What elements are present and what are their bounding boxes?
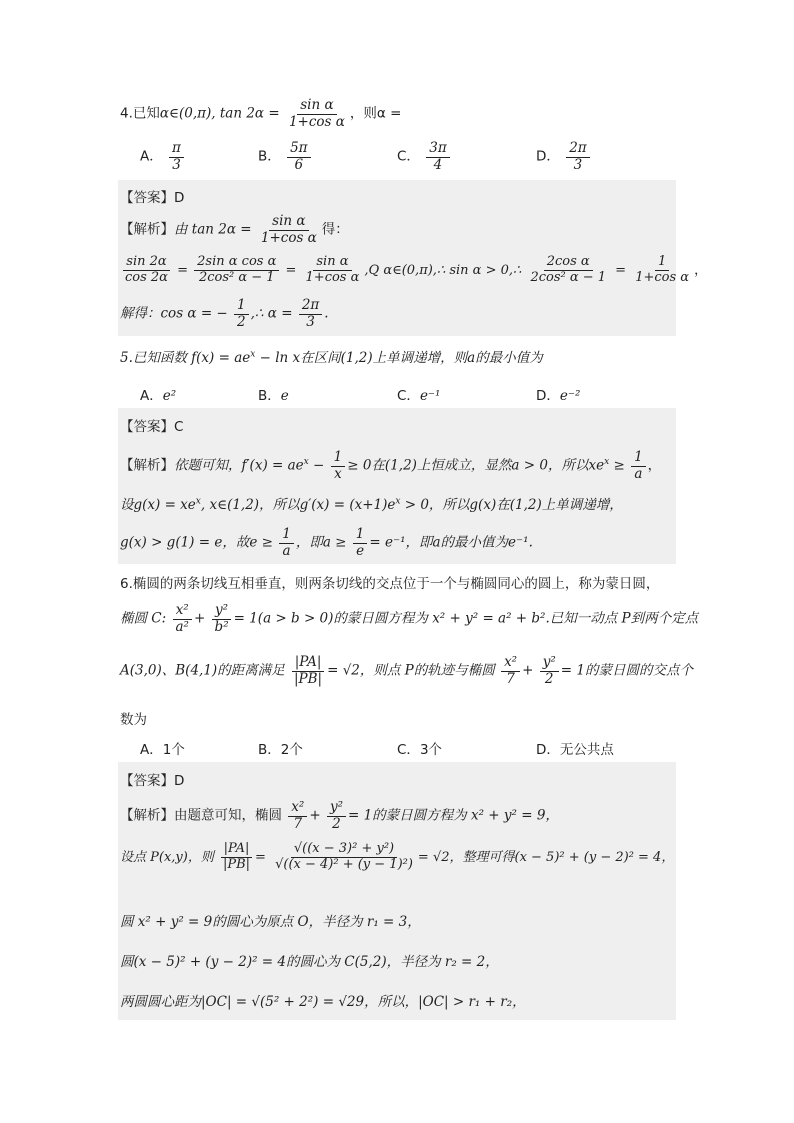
q4-a2-frac-3-den: 1+cos α: [305, 269, 360, 285]
q4-option-c: [397, 141, 452, 173]
q5-answer: 【答案】C: [120, 419, 184, 435]
q5-l1d: ≥: [609, 457, 625, 474]
q5-l2sup2: x: [395, 496, 401, 507]
q5-stem: [120, 346, 543, 366]
q4-a3-frac-2-num: 2π: [299, 298, 322, 315]
q6-s1-frac-2-num: y²: [327, 800, 346, 817]
q4-answer: 【答案】D: [120, 190, 185, 206]
q4-a2-end: ，: [694, 262, 708, 278]
q6-s2-frac-2-num: √((x − 3)² + y²): [291, 842, 397, 858]
q5-option-b-value: e: [280, 388, 289, 404]
q5-l1-frac-num: 1: [331, 450, 346, 467]
q4-a2-frac-5-num: 1: [655, 255, 669, 271]
q6-s1-plus: +: [309, 807, 321, 824]
q5-l3-frac-num: 1: [279, 527, 294, 544]
q6-option-d: [536, 738, 614, 758]
q6-stem-line-3: [120, 655, 693, 687]
q6-s2-eq: =: [255, 849, 266, 865]
q4-frac-num: sin α: [297, 98, 336, 115]
q6-l2-frac-2-den: b²: [214, 618, 229, 635]
q4-option-d-value: [566, 141, 589, 173]
q5-analysis-line-3: [120, 527, 533, 559]
q4-a3-frac-2-den: 3: [306, 313, 315, 330]
q5-l1sup2: x: [604, 457, 610, 468]
q5-option-d-value: e⁻²: [559, 388, 581, 404]
q6-l2-plus: +: [193, 610, 206, 627]
q4-option-d-den: 3: [573, 156, 583, 173]
q5-analysis-tag: 【解析】: [120, 457, 174, 474]
q4-option-a: [140, 141, 186, 173]
q4-option-b-label: B．: [258, 148, 281, 165]
q6-analysis-line-2: [120, 842, 674, 873]
q4-fraction: [286, 98, 348, 130]
q4-a2-frac-2-num: 2sin α cos α: [194, 255, 279, 271]
q6-option-a-label: A．: [140, 742, 163, 758]
q5-l3a: g(x) > g(1) = e，故e ≥: [120, 534, 273, 551]
q6-l2b: = 1(a > b > 0)的蒙日圆方程为 x² + y² = a² + b².已知一动点 P到两个定点: [233, 610, 699, 627]
q5-option-d-label: D．: [536, 388, 560, 404]
q4-analysis-text-1: 由 tan 2α =: [174, 221, 252, 238]
q4-a2-frac-2: [194, 255, 279, 286]
q4-analysis-line-2: $\frac{\sin 2\alpha}{\cos 2\alpha}$ = $\frac{\text{2sin α cos α}}{\text{2cos² α − 1}}$ = $\frac{\text{sin α}}{\text{1+cos α}}$ ,Q α∈(0,π),∴ sin α > 0,∴ $\frac{\text{2cos α}}{\text{2cos² α − 1}}$ = $\frac{1}{\text{1+cos α}}$ ，: [120, 255, 707, 286]
q5-option-b-label: B．: [258, 388, 281, 404]
q4-a3-mid: ,∴ α =: [250, 305, 293, 322]
q4-option-d-label: D．: [536, 148, 560, 165]
q4-option-a-value: [169, 141, 184, 173]
q4-analysis-frac: [258, 214, 320, 246]
q6-analysis-tag: 【解析】: [120, 807, 174, 824]
q4-analysis-frac-den: 1+cos α: [260, 229, 317, 246]
q6-l2-frac-1-den: a²: [175, 618, 189, 635]
q4-suffix: ，则α =: [349, 105, 402, 122]
q4-frac-den: 1+cos α: [288, 113, 345, 130]
q5-l2sup: x: [195, 496, 201, 507]
q5-stem-sup: x: [250, 349, 256, 360]
q6-option-d-value: 无公共点: [559, 742, 614, 758]
q5-l1-frac-den: x: [334, 465, 342, 482]
q6-stem-line-2: [120, 603, 698, 635]
q6-s2-frac-1-num: |PA|: [221, 842, 253, 858]
q5-analysis-line-2: [120, 493, 623, 513]
q6-l3-frac-2-num: x²: [501, 655, 520, 672]
q6-s1b: = 1的蒙日圆方程为 x² + y² = 9，: [347, 807, 559, 824]
q4-a2-frac-3: [303, 255, 363, 286]
q5-stem-text: 5.已知函数 f(x) = ae: [120, 350, 251, 366]
q5-l1-frac-2-den: a: [634, 465, 643, 482]
q5-l3-frac: [279, 527, 294, 559]
q4-a2-frac-5: [632, 255, 692, 286]
q4-option-c-value: [426, 141, 449, 173]
q5-option-a-value: e²: [162, 388, 177, 404]
q4-prefix: 4.已知: [120, 105, 160, 122]
q6-option-b-value: 2个: [280, 742, 303, 758]
q6-s1-frac-2-den: 2: [332, 815, 341, 832]
q6-l2-frac-1-num: x²: [173, 603, 192, 620]
q4-option-c-den: 4: [433, 156, 443, 173]
q6-option-c-label: C．: [397, 742, 420, 758]
q6-s2-frac-1: [220, 842, 253, 873]
q6-stem-line-1: 6.椭圆的两条切线互相垂直，则两条切线的交点位于一个与椭圆同心的圆上，称为蒙日圆，: [120, 576, 660, 592]
q6-l3-frac-2: [501, 655, 520, 687]
q5-l2c: > 0，所以g(x)在(1,2)上单调递增，: [400, 497, 623, 513]
q4-option-b-den: 6: [294, 156, 304, 173]
q5-stem-rest: − ln x在区间(1,2)上单调递增，则a的最小值为: [255, 350, 543, 366]
q6-option-c: [397, 738, 442, 758]
q6-s1-frac-1: [288, 800, 307, 832]
q5-l2: 设g(x) = xe: [120, 497, 196, 513]
q4-option-c-label: C．: [397, 148, 420, 165]
q5-l1-frac: [331, 450, 346, 482]
q6-l3-plus: +: [522, 662, 534, 679]
q6-s1-frac-1-num: x²: [288, 800, 307, 817]
q4-a2-frac-5-den: 1+cos α: [635, 269, 690, 285]
q6-l3-frac-3: [540, 655, 559, 687]
q5-option-b: [258, 384, 289, 404]
q6-l3b: = √2，则点 P的轨迹与椭圆: [327, 662, 495, 679]
q5-option-d: [536, 384, 580, 404]
q5-l1-frac-2-num: 1: [631, 450, 646, 467]
q6-stem-line-4: 数为: [120, 712, 147, 728]
q5-l3c: = e⁻¹，即a的最小值为e⁻¹.: [369, 534, 533, 551]
q6-s2-frac-1-den: |PB|: [222, 856, 251, 872]
q4-option-c-num: 3π: [426, 141, 449, 158]
q4-a2-frac-3-num: sin α: [313, 255, 351, 271]
q5-option-c: [397, 384, 440, 404]
q4-analysis-frac-num: sin α: [269, 214, 308, 231]
q4-a2-frac-4: [527, 255, 609, 286]
q6-l3-frac-3-den: 2: [544, 670, 554, 687]
q5-option-a-label: A．: [140, 388, 163, 404]
q5-l1sup: x: [303, 457, 309, 468]
q6-option-b: [258, 738, 303, 758]
q6-option-a: [140, 738, 185, 758]
q4-option-a-num: π: [169, 141, 184, 158]
q6-s1-frac-1-den: 7: [293, 815, 303, 832]
q6-analysis-line-1: [120, 800, 559, 832]
q6-s2a: 设点 P(x,y)，则: [120, 849, 214, 865]
q6-s1a: 由题意可知，椭圆: [174, 807, 282, 824]
q5-l1e: ，: [647, 457, 662, 474]
q5-analysis-line-1: [120, 450, 661, 482]
q4-a2-frac-4-num: 2cos α: [544, 255, 593, 271]
q5-option-c-label: C．: [397, 388, 420, 404]
q4-stem: [120, 98, 401, 130]
q4-a3-frac-2: [299, 298, 322, 330]
q5-l3-frac-2-den: e: [356, 542, 365, 559]
q6-analysis-line-4: 圆(x − 5)² + (y − 2)² = 4的圆心为 C(5,2)，半径为 r₂ = 2，: [120, 954, 499, 970]
q6-s2-frac-2: [272, 842, 416, 873]
q6-option-d-label: D．: [536, 742, 560, 758]
q6-analysis-line-3: 圆 x² + y² = 9的圆心为原点 O，半径为 r₁ = 3，: [120, 914, 421, 930]
q5-l3-frac-2: [353, 527, 368, 559]
q6-l3-frac-2-den: 7: [506, 670, 515, 687]
q4-a3-frac-1-den: 2: [237, 313, 246, 330]
q6-l2-frac-2: [212, 603, 232, 635]
q4-option-b-num: 5π: [287, 141, 310, 158]
q6-s2-frac-2-den: √((x − 4)² + (y − 1)²): [275, 856, 413, 872]
q6-l2-frac-1: [172, 603, 191, 635]
q4-a2-frac-1-num: sin 2α: [123, 255, 169, 271]
q6-analysis-line-5: 两圆圆心距为|OC| = √(5² + 2²) = √29，所以，|OC| > r₁ + r₂，: [120, 994, 526, 1010]
q4-a3-frac-1-num: 1: [234, 298, 249, 315]
q5-l1a: 依题可知，f′(x) = ae: [174, 457, 304, 474]
q5-l1c: ≥ 0在(1,2)上恒成立，显然a > 0，所以xe: [347, 457, 605, 474]
q4-a2-frac-1: [122, 255, 171, 286]
q4-a2-frac-2-den: 2cos² α − 1: [198, 269, 275, 285]
q6-option-b-label: B．: [258, 742, 281, 758]
q6-l3-frac-1-den: |PB|: [293, 670, 323, 687]
q4-option-b-value: [287, 141, 310, 173]
q4-a2-frac-1-den: cos 2α: [125, 269, 168, 285]
q5-l3-frac-2-num: 1: [353, 527, 368, 544]
q6-l3-frac-1-num: |PA|: [292, 655, 325, 672]
q6-option-a-value: 1个: [162, 742, 185, 758]
q4-a3-prefix: 解得：cos α = −: [120, 305, 228, 322]
q6-l2a: 椭圆 C:: [120, 610, 167, 627]
q4-analysis-tag: 【解析】: [120, 221, 174, 238]
q4-a3-end: .: [324, 305, 329, 322]
q4-option-d: [536, 141, 592, 173]
q5-l3b: ，即a ≥: [295, 534, 347, 551]
q4-a3-frac-1: [234, 298, 249, 330]
q6-l3a: A(3,0)、B(4,1)的距离满足: [120, 662, 285, 679]
q6-l3-frac-3-num: y²: [540, 655, 559, 672]
q6-l2-frac-2-num: y²: [212, 603, 231, 620]
q6-s2b: = √2，整理可得(x − 5)² + (y − 2)² = 4，: [417, 849, 675, 865]
q4-option-a-label: A．: [140, 148, 163, 165]
q4-a2-mid: ,Q α∈(0,π),∴ sin α > 0,∴: [364, 262, 522, 278]
q5-option-c-value: e⁻¹: [419, 388, 441, 404]
q4-option-d-num: 2π: [566, 141, 589, 158]
q6-option-c-value: 3个: [419, 742, 443, 758]
q4-condition: α∈(0,π), tan 2α =: [159, 105, 280, 122]
q5-l1-frac-2: [631, 450, 646, 482]
q4-a2-frac-4-den: 2cos² α − 1: [530, 269, 607, 285]
q5-l2b: , x∈(1,2)，所以g′(x) = (x+1)e: [200, 497, 396, 513]
q4-analysis-line-1: [120, 214, 349, 246]
q5-option-a: [140, 384, 176, 404]
q5-l3-frac-den: a: [282, 542, 291, 559]
q6-s1-frac-2: [327, 800, 346, 832]
q6-l3c: = 1的蒙日圆的交点个: [560, 662, 693, 679]
q6-l3-frac-1: [291, 655, 325, 687]
q4-analysis-line-3: [120, 298, 329, 330]
q4-option-a-den: 3: [172, 156, 181, 173]
q5-l1b: −: [308, 457, 325, 474]
q4-analysis-text-1b: 得：: [321, 221, 349, 238]
q6-answer: 【答案】D: [120, 773, 185, 789]
q4-option-b: [258, 141, 313, 173]
